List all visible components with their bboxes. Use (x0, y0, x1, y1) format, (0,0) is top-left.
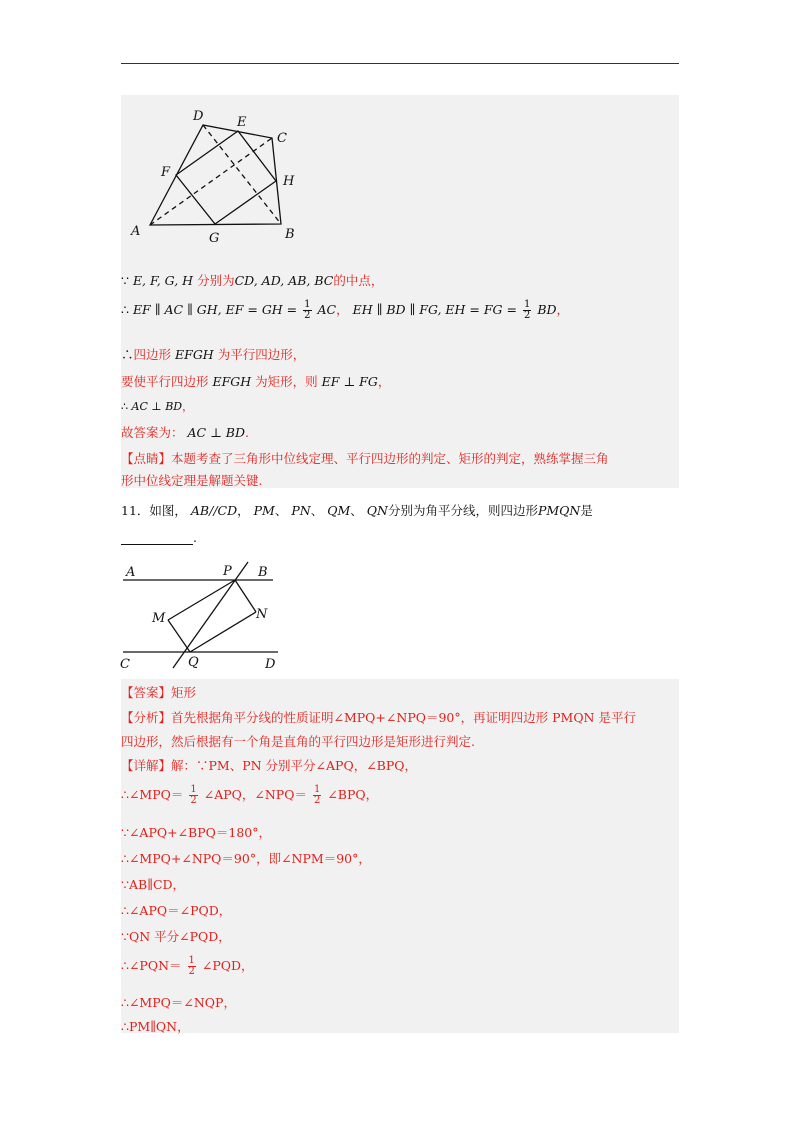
figure-parallel-bisectors (118, 560, 288, 675)
bisector-pn (235, 580, 256, 612)
sol11-step-7: ∴∠PQN＝ $\frac{1}{2}$ ∠PQD， (121, 955, 254, 977)
sol10-line-4: 要使平行四边形 EFGH 为矩形，则 EF ⊥ FG， (121, 374, 391, 389)
label-a: A (131, 224, 141, 239)
bisector-pm (168, 580, 235, 620)
label-q: Q (188, 655, 199, 670)
quadrilateral-efgh (176, 131, 276, 224)
label-d: D (193, 109, 204, 124)
sol11-analysis-1: 【分析】首先根据角平分线的性质证明∠MPQ+∠NPQ＝90°，再证明四边形 PMQN 是平行 (121, 710, 636, 725)
question-11: 11．如图， AB//CD， PM、 PN、 QM、 QN分别为角平分线，则四边形PMQN是 (121, 503, 593, 518)
sol11-step-8: ∴∠MPQ＝∠NQP， (121, 995, 236, 1010)
sol11-answer: 【答案】矩形 (121, 685, 197, 700)
answer-blank-line: . (121, 530, 197, 545)
fraction-half: $\frac{1}{2}$ (523, 299, 531, 321)
label-m: M (152, 611, 166, 626)
label-d: D (265, 657, 276, 672)
sol11-step-4: ∵AB∥CD， (121, 877, 186, 892)
bisector-qm (168, 620, 190, 652)
sol11-step-6: ∵QN 平分∠PQD， (121, 929, 231, 944)
label-n: N (256, 607, 268, 622)
sol10-line-5: ∴ AC ⊥ BD， (121, 400, 194, 413)
sol10-line-1: ∵ E, F, G, H 分别为CD, AD, AB, BC的中点， (121, 273, 384, 288)
label-e: E (237, 115, 247, 130)
sol10-dianjing-2: 形中位线定理是解题关键. (121, 473, 263, 488)
label-f: F (161, 165, 171, 180)
answer-blank[interactable] (121, 532, 193, 545)
label-c: C (120, 657, 130, 672)
label-p: P (223, 564, 232, 579)
bisector-qn (190, 612, 256, 652)
sol11-step-9: ∴PM∥QN， (121, 1019, 190, 1034)
sol10-line-3: ∴四边形 EFGH 为平行四边形， (121, 347, 306, 362)
sol11-step-1: ∴∠MPQ＝ $\frac{1}{2}$ ∠APQ，∠NPQ＝ $\frac{1}{2}$ ∠BPQ， (121, 784, 379, 806)
fraction-half: $\frac{1}{2}$ (304, 299, 311, 321)
sol11-analysis-2: 四边形，然后根据有一个角是直角的平行四边形是矩形进行判定. (121, 734, 475, 749)
header-rule (121, 63, 679, 64)
sol11-detail: 【详解】解：∵PM、PN 分别平分∠APQ，∠BPQ， (121, 758, 418, 773)
sol10-line-2: ∴ EF ∥ AC ∥ GH, EF = GH = $\frac{1}{2}$ AC， EH ∥ BD ∥ FG, EH = FG = $\frac{1}{2}$ BD， (121, 299, 570, 321)
sol11-step-2: ∵∠APQ+∠BPQ＝180°， (121, 825, 272, 840)
label-b: B (258, 565, 268, 580)
diagonal-ac (150, 138, 272, 225)
sol10-line-6: 故答案为： AC ⊥ BD. (121, 425, 249, 440)
fraction-half: $\frac{1}{2}$ (313, 784, 321, 806)
sol10-dianjing-1: 【点睛】本题考查了三角形中位线定理、平行四边形的判定、矩形的判定，熟练掌握三角 (121, 451, 609, 466)
figure-quadrilateral-midpoints (125, 100, 315, 250)
label-a: A (126, 565, 136, 580)
fraction-half: $\frac{1}{2}$ (190, 784, 197, 806)
sol11-step-3: ∴∠MPQ+∠NPQ＝90°，即∠NPM＝90°， (121, 851, 371, 866)
label-b: B (285, 227, 295, 242)
sol11-step-5: ∴∠APQ＝∠PQD， (121, 903, 232, 918)
label-c: C (277, 131, 287, 146)
fraction-half: $\frac{1}{2}$ (188, 955, 195, 977)
label-g: G (209, 231, 220, 246)
label-h: H (283, 174, 295, 189)
